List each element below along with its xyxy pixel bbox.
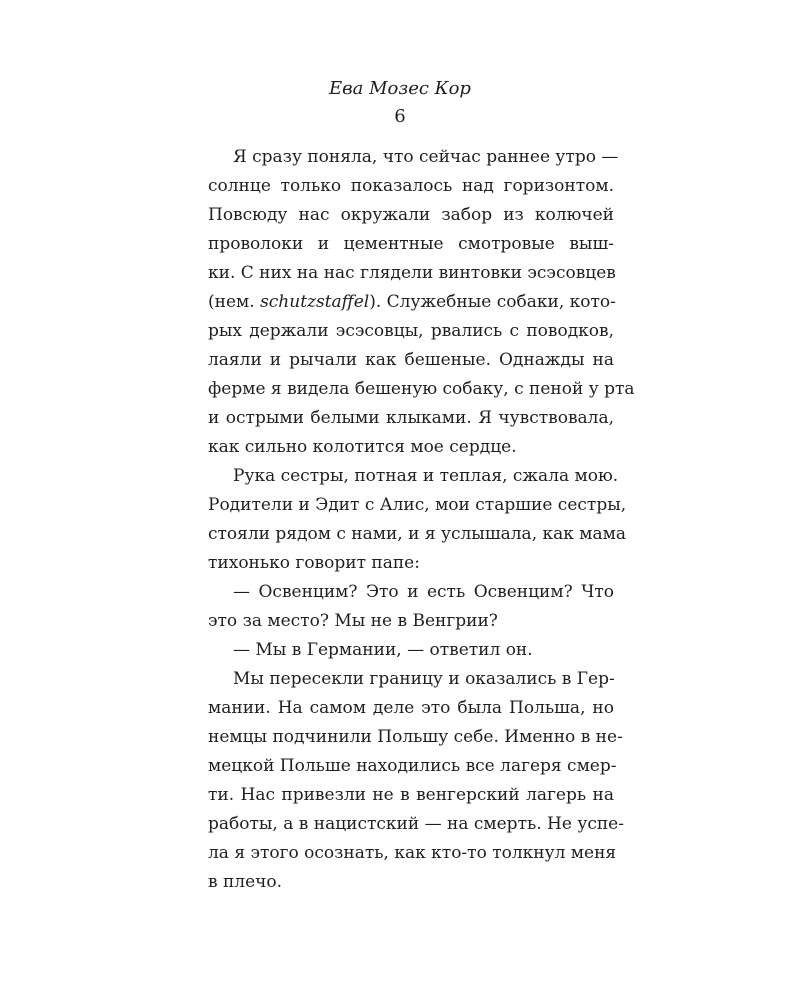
text-line: работы, а в нацистский — на смерть. Не успе- [208,814,624,834]
text-line: это за место? Мы не в Венгрии? [208,611,498,631]
running-header-author: Ева Мозес Кор [329,78,471,99]
text-line: проволоки и цементные смотровые выш- [208,234,614,254]
text-line: солнце только показалось над горизонтом. [208,176,614,196]
text-line: рых держали эсэсовцы, рвались с поводков, [208,321,614,341]
text-line: мании. На самом деле это была Польша, но [208,698,614,718]
text-fragment: ). Служебные собаки, кото- [369,292,616,312]
italic-term: schutzstaffel [260,292,370,312]
text-line: в плечо. [208,872,283,892]
text-line: ферме я видела бешеную собаку, с пеной у рта [208,379,635,399]
text-line: ла я этого осознать, как кто-то толкнул меня [208,843,617,863]
text-line: Я сразу поняла, что сейчас раннее утро — [233,147,619,167]
text-line: как сильно колотится мое сердце. [208,437,517,457]
text-line: стояли рядом с нами, и я услышала, как мама [208,524,627,544]
text-line: Родители и Эдит с Алис, мои старшие сестры, [208,495,627,515]
page-number: 6 [394,106,406,127]
text-line: Повсюду нас окружали забор из колючей [208,205,614,225]
text-line: Мы пересекли границу и оказались в Гер- [233,669,615,689]
text-line [208,288,614,317]
text-line: немцы подчинили Польшу себе. Именно в не- [208,727,623,747]
text-line: — Мы в Германии, — ответил он. [233,640,533,660]
text-line: мецкой Польше находились все лагеря смер- [208,756,617,776]
text-line: ки. С них на нас глядели винтовки эсэсовцев [208,263,616,283]
text-line: ти. Нас привезли не в венгерский лагерь на [208,785,614,805]
text-line: — Освенцим? Это и есть Освенцим? Что [233,582,614,602]
text-line: и острыми белыми клыками. Я чувствовала, [208,408,614,428]
text-line: лаяли и рычали как бешеные. Однажды на [208,350,614,370]
body-text [208,143,635,897]
text-fragment: (нем. [208,292,261,312]
text-line: Рука сестры, потная и теплая, сжала мою. [233,466,619,486]
text-line: тихонько говорит папе: [208,553,420,573]
